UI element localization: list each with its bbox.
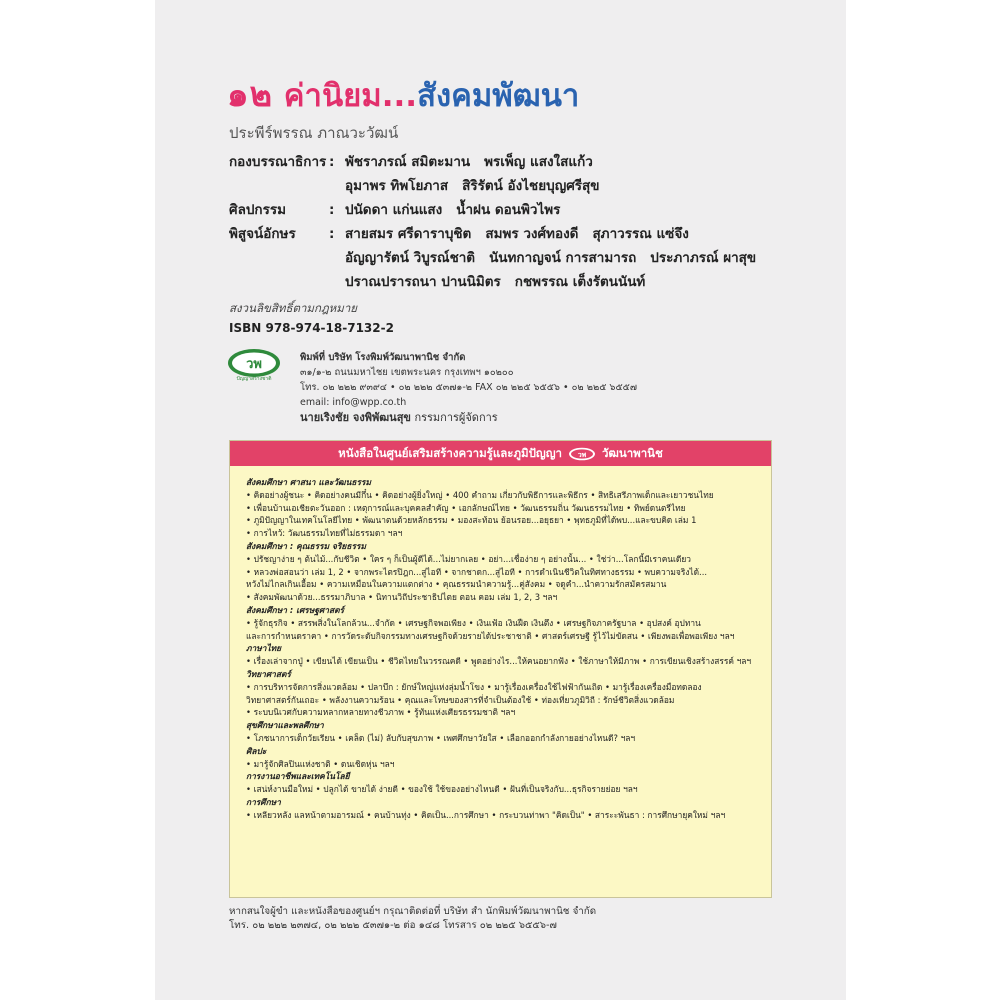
printed-by: พิมพ์ที่ บริษัท โรงพิมพ์วัฒนาพานิช จำกัด	[300, 352, 466, 363]
credit-name: สุภาวรรณ แซ่จึง	[592, 226, 689, 242]
manager-name: นายเริงชัย จงพิพัฒนสุข	[300, 411, 411, 424]
book-titles-line: วิทยาศาสตร์กันเถอะ • พลังงานความร้อน • คุณและโทษของสารที่จำเป็นต้องใช้ • ท่องเที่ยวภูมิวิถี : รักษ์ชีวิตสิ่งแวดล้อม	[246, 694, 675, 705]
mini-logo-text: วพ	[577, 450, 587, 459]
book-titles-line: • เรื่องเล่าจากปู่ • เขียนได้ เขียนเป็น • ชีวิตไทยในวรรณคดี • พูดอย่างไร...ให้คนอยากฟัง • ใช้ภาษาให้มีภาพ • การเขียนเชิงสร้างสรรค์ ฯลฯ	[246, 656, 752, 667]
credit-colon	[329, 270, 345, 294]
credit-row	[229, 150, 770, 174]
credit-label	[229, 174, 329, 198]
title-number: ๑๒	[227, 75, 273, 115]
category-heading: สังคมศึกษา ศาสนา และวัฒนธรรม	[246, 477, 371, 487]
title-word-1: ค่านิยม...	[283, 78, 418, 114]
title-word-2: สังคมพัฒนา	[417, 78, 580, 114]
credit-name: ปนัดดา แก่นแสง	[345, 202, 443, 218]
author: ประพีร์พรรณ ภาณวะวัฒน์	[229, 124, 399, 142]
credit-name: อุมาพร ทิพโยภาส	[345, 178, 449, 194]
book-titles-line: • รู้จักธุรกิจ • สรรพสิ่งในโลกล้วน...จำกัด • เศรษฐกิจพอเพียง • เงินเฟ้อ เงินฝืด เงินตึง • เศรษฐกิจภาครัฐบาล • อุปสงค์ อุปทาน	[246, 617, 701, 628]
credit-name: ปราณปรารถนา ปานนิมิตร	[345, 274, 501, 290]
isbn: ISBN 978-974-18-7132-2	[229, 321, 394, 335]
credit-names	[345, 198, 574, 222]
credit-row	[229, 270, 770, 294]
publisher-logo-icon	[226, 348, 282, 382]
book-titles-line: • การบริหารจัดการสิ่งแวดล้อม • ปลาบึก : ยักษ์ใหญ่แห่งลุ่มน้ำโขง • มารู้เรื่องเครื่องใช้ไฟฟ้ากันเถิด • มารู้เรื่องเครื่องมือทดลอง	[246, 681, 702, 692]
book-titles-line: • คิดอย่างผู้ชนะ • คิดอย่างคนมีกึ๋น • คิดอย่างผู้ยิ่งใหญ่ • 400 คำถาม เกี่ยวกับพิธีการและพิธีกร • สิทธิเสรีภาพเด็กและเยาวชนไทย	[246, 489, 714, 500]
book-titles-line: และการกำหนดราคา • การวัดระดับกิจกรรมทางเศรษฐกิจด้วยรายได้ประชาชาติ • ศาสตร์เศรษฐี รู้ไว้ไม่ขัดสน • เพียงพอเพื่อพอเพียง ฯลฯ	[246, 630, 735, 641]
credit-name: สิริรัตน์ อังไชยบุญศรีสุข	[462, 178, 600, 194]
credit-name: นันทกาญจน์ การสามารถ	[489, 250, 637, 266]
book-list-heading	[230, 441, 771, 466]
credit-label: ศิลปกรรม	[229, 202, 286, 218]
publisher-phone: โทร. ๐๒ ๒๒๒ ๙๓๙๔ • ๐๒ ๒๒๒ ๕๓๗๑-๒ FAX ๐๒ ๒๒๕ ๖๕๕๖ • ๐๒ ๒๒๕ ๖๕๕๗	[300, 382, 637, 393]
credit-colon: :	[329, 154, 335, 170]
footer-line-1: หากสนใจผู้ขำ และหนังสือของศูนย์ฯ กรุณาติดต่อที่ บริษัท สำ นักพิมพ์วัฒนาพานิช จำกัด	[229, 906, 597, 917]
credit-name: สมพร วงศ์ทองดี	[485, 226, 579, 242]
credit-name: น้ำฝน ดอนพิวไพร	[456, 202, 561, 218]
category-heading: การศึกษา	[246, 796, 281, 807]
book-titles-line: • เสน่ห์งานมือใหม่ • ปลูกได้ ขายได้ ง่ายดี • ของใช้ ใช้ของอย่างไหนดี • ฝันที่เป็นจริงกับ...ธุรกิจรายย่อย ฯลฯ	[246, 784, 638, 795]
logo-caption: ปัญญาสร้างชาติ	[236, 376, 272, 382]
credit-names	[345, 270, 659, 294]
book-titles-line: • โภชนาการเด็กวัยเรียน • เคล็ด (ไม่) ลับกับสุขภาพ • เพศศึกษาวัยใส • เลือกออกกำลังกายอย่างไหนดี? ฯลฯ	[246, 732, 636, 743]
book-titles-line: • ปรัชญาง่าย ๆ ต้นไม้...กับชีวิต • ใคร ๆ ก็เป็นผู้ดีได้...ไม่ยากเลย • อย่า...เชื่อง่าย ๆ อย่างนั้น... • ใช่ว่า...โลกนี้มีเราคนเดียว	[246, 553, 691, 564]
book-titles-line: • ระบบนิเวศกับความหลากหลายทางชีวภาพ • รู้ทันแห่งเศียรธรรมชาติ ฯลฯ	[246, 707, 516, 718]
book-titles-line: • มารู้จักศิลปินแห่งชาติ • ดนเชิดหุ่น ฯลฯ	[246, 758, 395, 769]
credit-name: พัชราภรณ์ สมิตะมาน	[345, 154, 471, 170]
credit-row	[229, 222, 770, 246]
publisher-info	[300, 350, 637, 425]
credit-colon: :	[329, 226, 335, 242]
manager-title: กรรมการผู้จัดการ	[414, 411, 498, 424]
publisher-address: ๓๑/๑-๒ ถนนมหาไชย เขตพระนคร กรุงเทพฯ ๑๐๒๐๐	[300, 367, 514, 378]
credit-row	[229, 198, 770, 222]
credit-label	[229, 246, 329, 270]
credit-names	[345, 150, 607, 174]
credit-row	[229, 246, 770, 270]
heading-text: หนังสือในศูนย์เสริมสร้างความรู้และภูมิปัญญา	[338, 445, 562, 460]
book-titles-line: • เหลียวหลัง แลหน้าตามอารมณ์ • คนบ้านทุ่ง • คิดเป็น...การศึกษา • กระบวนท่าพา "คิดเป็น" • สาระะพันธา : การศึกษายุคใหม่ ฯลฯ	[246, 809, 726, 820]
credit-name: สายสมร ศรีดาราบุชิต	[345, 226, 472, 242]
credit-names	[345, 222, 703, 246]
category-heading: การงานอาชีพและเทคโนโลยี	[246, 771, 350, 782]
heading-brand: วัฒนาพานิช	[601, 445, 663, 460]
category-heading: สุขศึกษาและพลศึกษา	[246, 720, 324, 731]
copyright-notice: สงวนลิขสิทธิ์ตามกฎหมาย	[229, 301, 358, 315]
category-heading: ภาษาไทย	[246, 643, 282, 654]
credit-label	[229, 270, 329, 294]
logo-text: วพ	[246, 357, 262, 372]
category-heading: สังคมศึกษา : เศรษฐศาสตร์	[246, 604, 345, 615]
publisher-email: email: info@wpp.co.th	[300, 397, 407, 408]
credit-name: กชพรรณ เต็งรัตนนันท์	[514, 274, 646, 290]
book-list	[230, 466, 771, 822]
book-titles-line: • การไหว้: วัฒนธรรมไทยที่ไม่ธรรมดา ฯลฯ	[246, 528, 403, 539]
book-titles-line: • เพื่อนบ้านเอเชียตะวันออก : เหตุการณ์และบุคคลสำคัญ • เอกลักษณ์ไทย • วัฒนธรรมถิ่น วัฒนธรรมไทย • ทิพย์ดนตรีไทย	[246, 502, 686, 513]
credit-row	[229, 174, 770, 198]
category-heading: ศิลปะ	[246, 745, 267, 756]
credit-colon: :	[329, 202, 335, 218]
credit-colon	[329, 246, 345, 270]
mini-logo-icon	[568, 447, 596, 461]
book-list-box	[229, 440, 772, 898]
category-heading: สังคมศึกษา : คุณธรรม จริยธรรม	[246, 540, 366, 551]
credit-name: พรเพ็ญ แสงใสแก้ว	[484, 154, 593, 170]
book-titles-line: • สังคมพัฒนาด้วย...ธรรมาภิบาล • นิทานวิถีประชาธิปไตย ตอน คอม เล่ม 1, 2, 3 ฯลฯ	[246, 592, 558, 603]
credit-names	[345, 174, 614, 198]
credit-names	[345, 246, 770, 270]
credit-colon	[329, 174, 345, 198]
book-titles-line: • ภูมิปัญญาในเทคโนโลยีไทย • พัฒนาตนด้วยหลักธรรม • มองสะท้อน ย้อนรอย...อยุธยา • พุทธภูมิที่ได้พบ...และขบคิด เล่ม 1	[246, 515, 697, 526]
category-heading: วิทยาศาสตร์	[246, 668, 291, 679]
book-titles-line: หวังไม่ไกลเกินเอื้อม • ความเหมือนในความแตกต่าง • คุณธรรมนำความรู้...คู่สังคม • จดูคำ...นำความรักสมัครสมาน	[246, 579, 667, 590]
book-titles-line: • หลวงพ่อสอนว่า เล่ม 1, 2 • จากพระไตรปิฎก...สู่ไอที • จากชาดก...สู่ไอที • การดำเนินชีวิตในทิศทางธรรม • พบความจริงได้...	[246, 566, 708, 577]
footer-contact	[229, 905, 596, 933]
book-title	[227, 75, 580, 115]
credits	[229, 150, 770, 294]
credit-label: พิสูจน์อักษร	[229, 226, 296, 242]
credit-name: ประภาภรณ์ ผาสุข	[650, 250, 757, 266]
credit-label: กองบรรณาธิการ	[229, 154, 327, 170]
footer-line-2: โทร. ๐๒ ๒๒๒ ๒๓๗๔, ๐๒ ๒๒๒ ๕๓๗๑-๒ ต่อ ๑๔๘ โทรสาร ๐๒ ๒๒๕ ๖๕๕๖-๗	[229, 920, 557, 931]
credit-name: อัญญารัตน์ วิบูรณ์ชาติ	[345, 250, 476, 266]
